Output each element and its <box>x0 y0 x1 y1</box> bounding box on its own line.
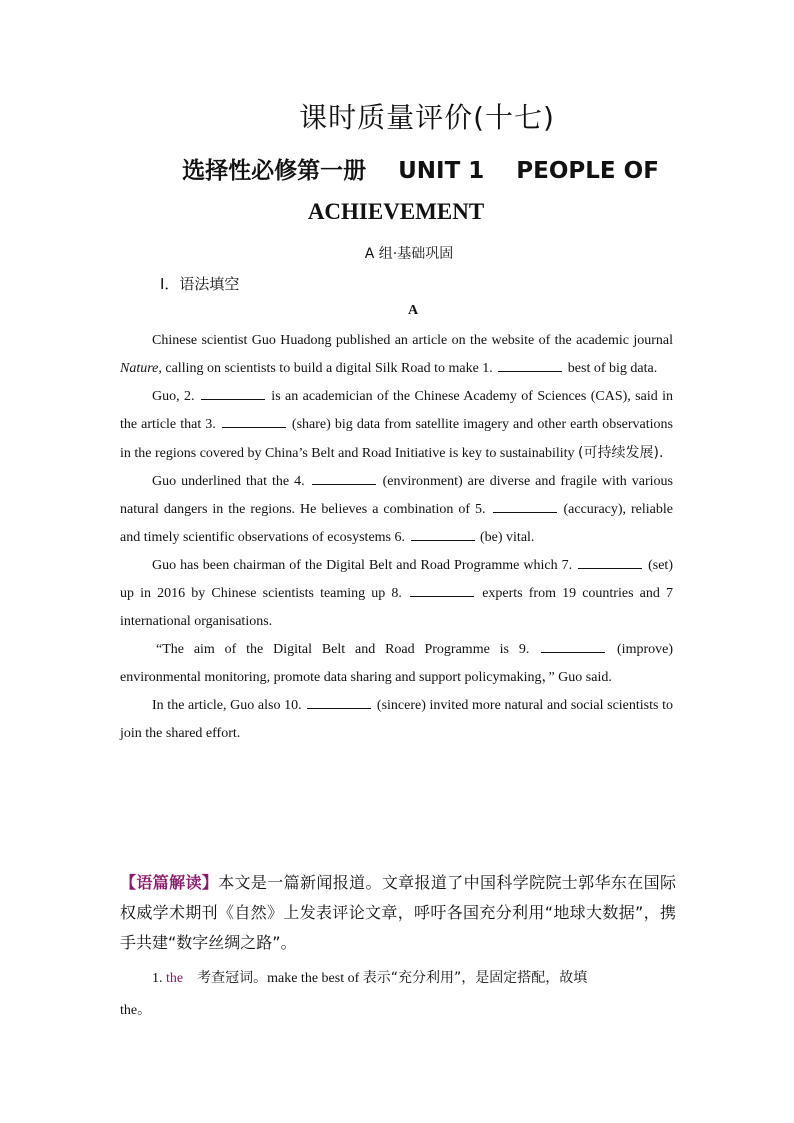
paragraph-1: Chinese scientist Guo Huadong published an article on the website of the academic journal Nature, calling on scientists to build a digital Silk Road to make 1. best of big data. <box>120 333 673 376</box>
blank-1[interactable] <box>498 359 562 372</box>
analysis-tag: 【语篇解读】 <box>120 873 219 892</box>
blank-10[interactable] <box>307 696 371 709</box>
analysis-text: 本文是一篇新闻报道。文章报道了中国科学院院士郭华东在国际权威学术期刊《自然》上发表评论文章，呼吁各国充分利用“地球大数据”，携手共建“数字丝绸之路”。 <box>120 873 676 952</box>
page-title: 课时质量评价(十七) <box>299 101 555 134</box>
blank-7[interactable] <box>578 556 642 569</box>
blank-3[interactable] <box>222 415 286 428</box>
paragraph-5: “The aim of the Digital Belt and Road Programme is 9. (improve) environmental monitoring, promote data sharing and support policymaking，” Guo said. <box>120 642 673 685</box>
answer-1: 1. the 考查冠词。make the best of 表示“充分利用”，是固定搭配，故填 the。 <box>120 970 588 1018</box>
passage-body <box>120 327 673 748</box>
section-heading: Ⅰ．语法填空 <box>160 275 240 293</box>
blank-2[interactable] <box>201 387 265 400</box>
blank-9[interactable] <box>541 640 605 653</box>
page-subtitle-line1: 选择性必修第一册 UNIT 1 PEOPLE OF <box>182 158 659 184</box>
passage-label: A <box>407 303 419 318</box>
paragraph-4: Guo has been chairman of the Digital Belt and Road Programme which 7. (set) up in 2016 by Chinese scientists teaming up 8. experts from 19 countries and 7 international organisations. <box>120 558 673 629</box>
blank-8[interactable] <box>410 584 474 597</box>
passage-analysis <box>120 868 676 958</box>
blank-5[interactable] <box>493 500 557 513</box>
blank-6[interactable] <box>411 528 475 541</box>
group-heading: A 组·基础巩固 <box>364 246 454 262</box>
answer-1-value: the <box>166 971 184 986</box>
paragraph-2: Guo, 2. is an academician of the Chinese Academy of Sciences (CAS), said in the article that 3. (share) big data from satellite imagery and other earth observations in the regions covered by China’s Belt and Road Initiative is key to sustainability (可持续发展). <box>120 389 673 461</box>
paragraph-6: In the article, Guo also 10. (sincere) invited more natural and social scientists to join the shared effort. <box>120 698 673 741</box>
paragraph-3: Guo underlined that the 4. (environment) are diverse and fragile with various natural dangers in the regions. He believes a combination of 5. (accuracy), reliable and timely scientific observations of ecosystems 6. (be) vital. <box>120 474 674 545</box>
page-subtitle-line2: ACHIEVEMENT <box>307 199 485 224</box>
blank-4[interactable] <box>312 472 376 485</box>
